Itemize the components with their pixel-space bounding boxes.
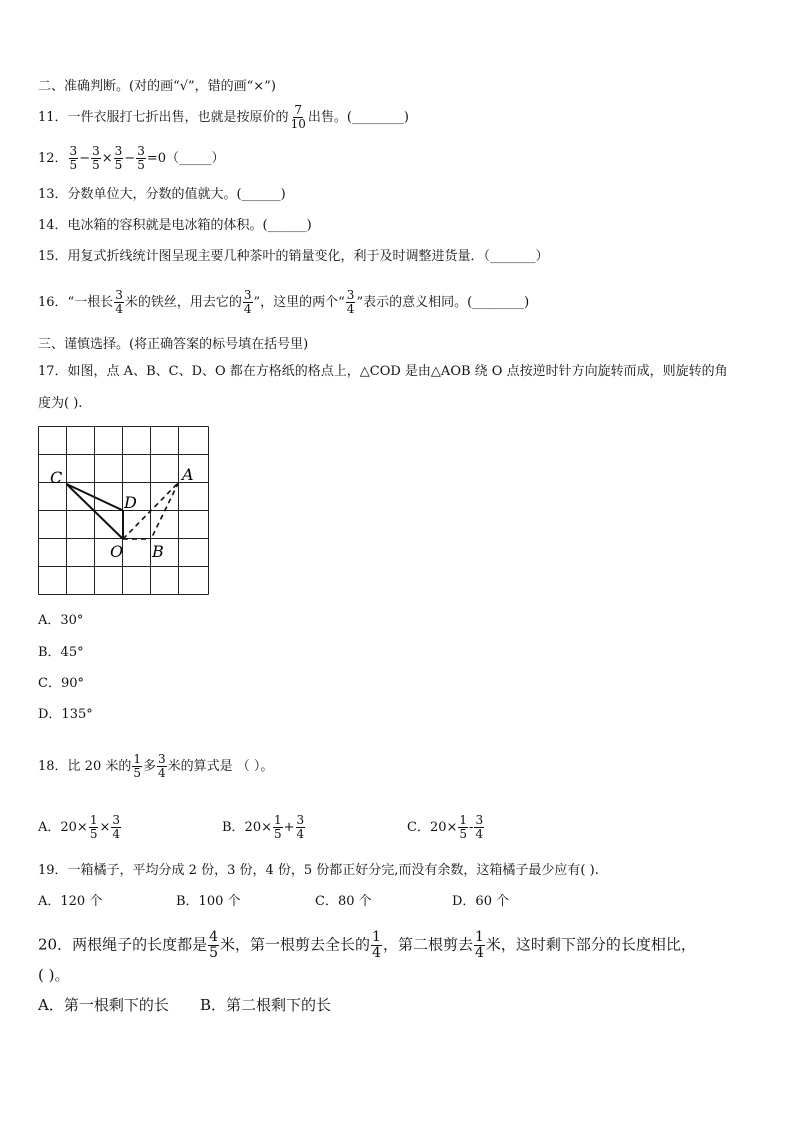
numerator: 1 <box>89 813 98 827</box>
question-13: 13．分数单位大，分数的值就大。(______) <box>38 187 286 202</box>
q20-middle-2: ，第二根剪去 <box>382 935 473 954</box>
q18-option-a[interactable] <box>38 814 122 841</box>
section-2-heading: 二、准确判断。(对的画“√”，错的画“×”) <box>38 79 276 94</box>
rotation-grid-figure <box>38 426 210 596</box>
numerator: 3 <box>158 752 166 766</box>
question-12 <box>38 145 225 172</box>
option-operator: + <box>283 820 295 835</box>
q18-option-b[interactable] <box>222 814 306 841</box>
denominator: 4 <box>475 827 484 841</box>
option-fraction-1 <box>273 814 283 841</box>
numerator: 4 <box>209 929 219 945</box>
denominator: 5 <box>274 827 282 841</box>
q16-middle-1: 米的铁丝，用去它的 <box>124 295 242 310</box>
q12-suffix: =0（_____） <box>146 151 225 166</box>
denominator: 5 <box>137 158 145 172</box>
numerator: 3 <box>243 288 252 302</box>
q19-option-d[interactable]: D．60 个 <box>452 894 510 909</box>
q12-number: 12． <box>38 151 68 166</box>
option-fraction-1 <box>458 814 468 841</box>
denominator: 4 <box>115 302 123 316</box>
q16-fraction-2 <box>243 289 253 316</box>
question-20 <box>38 930 696 961</box>
q20-number: 20． <box>38 935 73 954</box>
point-label-b: B <box>152 542 164 561</box>
q12-fraction-4 <box>136 145 146 172</box>
point-label-a: A <box>182 465 194 484</box>
q16-number: 16． <box>38 295 68 310</box>
denominator: 4 <box>474 945 484 961</box>
q20-suffix: 米，这时剩下部分的长度相比， <box>485 935 696 954</box>
option-fraction-1 <box>89 814 99 841</box>
denominator: 4 <box>346 302 355 316</box>
denominator: 10 <box>290 117 306 131</box>
numerator: 3 <box>115 288 123 302</box>
q16-suffix: ”表示的意义相同。(________) <box>356 295 530 310</box>
denominator: 4 <box>243 302 252 316</box>
question-17-line-2: 度为( ). <box>38 396 83 411</box>
option-operator: - <box>469 820 474 835</box>
q11-suffix: 出售。(________) <box>307 110 409 125</box>
q18-fraction-2 <box>157 753 167 780</box>
q16-fraction-1 <box>114 289 124 316</box>
denominator: 5 <box>114 158 123 172</box>
denominator: 4 <box>296 827 305 841</box>
q11-prefix: 一件衣服打七折出售，也就是按原价的 <box>67 110 289 125</box>
section-3-heading: 三、谨慎选择。(将正确答案的标号填在括号里) <box>38 337 309 352</box>
point-label-d: D <box>124 493 137 512</box>
q12-op-2: × <box>101 151 113 166</box>
q11-number: 11． <box>38 110 68 125</box>
option-fraction-2 <box>296 814 306 841</box>
q20-fraction-2 <box>371 930 382 961</box>
q16-fraction-3 <box>346 289 356 316</box>
option-fraction-2 <box>474 814 484 841</box>
numerator: 3 <box>346 288 355 302</box>
q12-op-3: − <box>124 151 136 166</box>
q17-option-d[interactable]: D．135° <box>38 707 93 722</box>
q16-middle-2: ”，这里的两个“ <box>253 295 345 310</box>
question-20-line-2: ( )。 <box>38 966 70 984</box>
denominator: 4 <box>372 945 381 961</box>
denominator: 5 <box>209 945 219 961</box>
denominator: 4 <box>158 766 166 780</box>
question-19: 19．一箱橘子，平均分成 2 份，3 份，4 份，5 份都正好分完,而没有余数，这箱橘子最少应有( ). <box>38 863 599 878</box>
numerator: 3 <box>475 813 484 827</box>
q12-op-1: − <box>79 151 91 166</box>
q16-prefix: “一根长 <box>67 295 114 310</box>
denominator: 5 <box>92 158 100 172</box>
question-11 <box>38 104 409 131</box>
option-label: B．20× <box>222 820 272 835</box>
q12-fraction-2 <box>91 145 101 172</box>
q17-option-c[interactable]: C．90° <box>38 676 84 691</box>
option-label: C．20× <box>407 820 458 835</box>
denominator: 5 <box>133 766 141 780</box>
question-18 <box>38 753 273 780</box>
q19-option-a[interactable]: A．120 个 <box>38 894 103 909</box>
q20-option-a[interactable]: A．第一根剩下的长 <box>38 996 169 1014</box>
point-label-o: O <box>110 542 124 561</box>
denominator: 5 <box>89 827 98 841</box>
numerator: 1 <box>459 813 468 827</box>
q19-option-b[interactable]: B．100 个 <box>176 894 241 909</box>
numerator: 3 <box>69 144 78 158</box>
numerator: 1 <box>372 929 381 945</box>
question-17-line-1: 17．如图，点 A、B、C、D、O 都在方格纸的格点上，△COD 是由△AOB 绕 O 点按逆时针方向旋转而成，则旋转的角 <box>38 364 728 379</box>
denominator: 5 <box>69 158 78 172</box>
q18-option-c[interactable] <box>407 814 485 841</box>
q18-suffix: 米的算式是 （ ）。 <box>167 759 274 774</box>
numerator: 3 <box>114 144 123 158</box>
option-operator: × <box>99 820 111 835</box>
q11-fraction <box>290 104 307 131</box>
q18-number: 18． <box>38 759 68 774</box>
question-14: 14．电冰箱的容积就是电冰箱的体积。(______) <box>38 218 312 233</box>
q20-prefix: 两根绳子的长度都是 <box>72 935 208 954</box>
numerator: 3 <box>92 144 100 158</box>
q18-fraction-1 <box>132 753 142 780</box>
numerator: 3 <box>112 813 121 827</box>
question-15: 15．用复式折线统计图呈现主要几种茶叶的销量变化，利于及时调整进货量．（_______） <box>38 249 549 264</box>
numerator: 1 <box>133 752 141 766</box>
q20-option-b[interactable]: B．第二根剩下的长 <box>200 996 332 1014</box>
q12-fraction-1 <box>69 145 79 172</box>
numerator: 3 <box>296 813 305 827</box>
q20-fraction-3 <box>474 930 485 961</box>
numerator: 1 <box>474 929 484 945</box>
q20-fraction-1 <box>208 930 219 961</box>
q18-middle: 多 <box>143 759 157 774</box>
q19-option-c[interactable]: C．80 个 <box>315 894 372 909</box>
q18-prefix: 比 20 米的 <box>67 759 132 774</box>
denominator: 5 <box>459 827 468 841</box>
point-label-c: C <box>50 468 63 487</box>
question-16 <box>38 289 529 316</box>
numerator: 3 <box>137 144 145 158</box>
q17-option-a[interactable]: A．30° <box>38 613 84 628</box>
q17-option-b[interactable]: B．45° <box>38 645 84 660</box>
option-label: A．20× <box>38 820 88 835</box>
q12-fraction-3 <box>114 145 124 172</box>
denominator: 4 <box>112 827 121 841</box>
q20-middle-1: 米，第一根剪去全长的 <box>220 935 371 954</box>
option-fraction-2 <box>111 814 121 841</box>
numerator: 7 <box>294 103 303 117</box>
numerator: 1 <box>274 813 282 827</box>
